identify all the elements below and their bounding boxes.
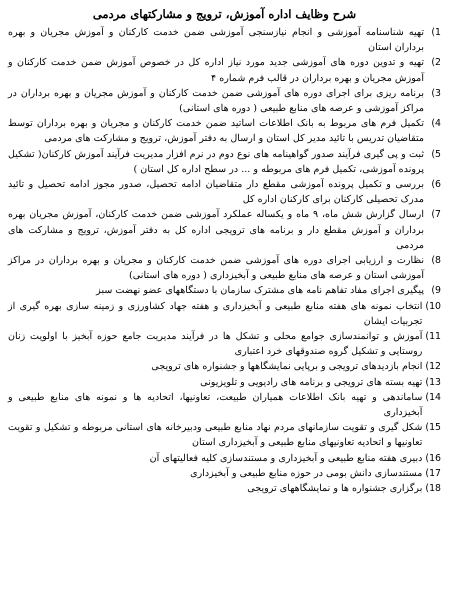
item-number: 18) [425,483,441,495]
list-item [8,253,441,283]
item-number: 10) [425,300,441,312]
item-number: 1) [431,27,441,38]
item-number: 14) [425,391,441,403]
item-text: مستندسازی دانش بومی در حوزه منابع طبیعی و آبخیزداری [190,467,423,479]
list-item [8,481,441,496]
item-number: 11) [425,331,441,343]
item-number: 3) [431,87,441,99]
list-item [8,420,441,450]
list-item [8,466,441,481]
item-number: 16) [425,452,441,464]
duties-list [8,25,441,496]
list-item [8,451,441,466]
document-title: شرح وظایف اداره آموزش، ترویج و مشارکتهای مردمی [92,7,357,21]
item-number: 8) [431,255,441,267]
list-item [8,359,441,374]
item-text: تکمیل فرم های مربوط به بانک اطلاعات اساتید ضمن خدمت کارکنان و مجریان و بهره برداران توسط متقاضیان تدریس با تائید مدیر کل استان و ارسال به دفتر آموزش، ترویج و مشارکت های مردمی [8,118,424,145]
item-number: 13) [425,376,441,388]
item-number: 9) [431,285,441,297]
item-text: برگزاری جشنواره ها و نمایشگاههای ترویجی [247,483,423,495]
item-number: 2) [431,57,441,69]
list-item [8,177,441,207]
list-item [8,147,441,177]
list-item [8,55,441,85]
item-text: نظارت و ارزیابی اجرای دوره های آموزشی ضمن خدمت کارکنان و مجریان و بهره برداران در مراکز آموزشی استان و عرصه های منابع طبیعی و آبخیزداری ( دوره های استانی) [8,255,424,282]
item-text: دبیری هفته منابع طبیعی و آبخیزداری و مستندسازی کلیه فعالیتهای آن [149,452,423,464]
item-text: انتخاب نمونه های هفته منابع طبیعی و آبخیزداری و هفته جهاد کشاورزی و زمینه سازی بهره گیری از تجربیات ایشان [8,300,423,327]
item-number: 6) [431,179,441,191]
item-text: ارسال گزارش شش ماه، ۹ ماه و یکساله عملکرد آموزشی ضمن خدمت کارکنان، آموزش مجریان بهره برداران و آموزش مقطع دار و برنامه های ترویجی اداره کل به دفتر آموزش، ترویج و مشارکت های مردمی [8,209,424,251]
item-text: ثبت و پی گیری فرآیند صدور گواهینامه های نوع دوم در نرم افزار مدیریت فرآیند آموزش کارکنان( تشکیل پرونده آموزشی، تکمیل فرم های مربوطه و ... در سطح اداره کل استان ) [8,148,424,175]
list-item [8,390,441,420]
item-text: ساماندهی و تهیه بانک اطلاعات همیاران طبیعت، تعاونیها، اتحادیه ها و نمونه های منابع طبیعی و آبخیزداری [8,391,423,419]
item-text: آموزش و توانمندسازی جوامع محلی و تشکل ها در فرآیند مدیریت جامع حوزه آبخیز با اولویت زنان روستایی و تشکیل گروه صندوقهای خرد اعتباری [8,331,423,358]
list-item [8,375,441,390]
item-text: پیگیری اجرای مفاد تفاهم نامه های مشترک سازمان با دستگاههای عضو نهضت سبز [96,285,424,297]
list-item [8,116,441,146]
item-text: بررسی و تکمیل پرونده آموزشی مقطع دار متقاضیان ادامه تحصیل، صدور مجوز ادامه تحصیل و تائید مدرک تحصیلی کارکنان برای کارکنان اداره کل [8,179,424,206]
item-number: 7) [431,209,441,221]
list-item [8,283,441,298]
item-text: برنامه ریزی برای اجرای دوره های آموزشی ضمن خدمت کارکنان و آموزش مجریان و بهره برداران در مراکز آموزشی و عرصه های منابع طبیعی ( دوره های استانی) [8,87,424,115]
item-number: 12) [425,361,441,373]
list-item [8,207,441,253]
item-text: تهیه شناسنامه آموزشی و انجام نیازسنجی آموزشی ضمن خدمت کارکنان و آموزش مجریان و بهره برداران استان [8,27,424,54]
item-text: شکل گیری و تقویت سازمانهای مردم نهاد منابع طبیعی ودبیرخانه های استانی مربوطه و تشکیل و تقویت تعاونیها و اتحادیه تعاونیهای منابع طبیعی و آبخیزداری استان [8,422,423,449]
item-text: انجام بازدیدهای ترویجی و برپایی نمایشگاهها و جشنواره های ترویجی [151,361,423,373]
list-item [8,25,441,55]
list-item [8,299,441,329]
item-text: تهیه بسته های ترویجی و برنامه های رادیویی و تلویزیونی [200,376,423,388]
list-item [8,86,441,116]
item-number: 17) [425,467,441,479]
item-number: 15) [425,422,441,434]
list-item [8,329,441,359]
item-number: 5) [431,148,441,160]
item-number: 4) [431,118,441,130]
item-text: تهیه و تدوین دوره های آموزشی جدید مورد نیاز اداره کل در خصوص آموزش ضمن خدمت کارکنان و آموزش مجریان و بهره برداران در قالب فرم شماره ۴ [8,57,424,84]
